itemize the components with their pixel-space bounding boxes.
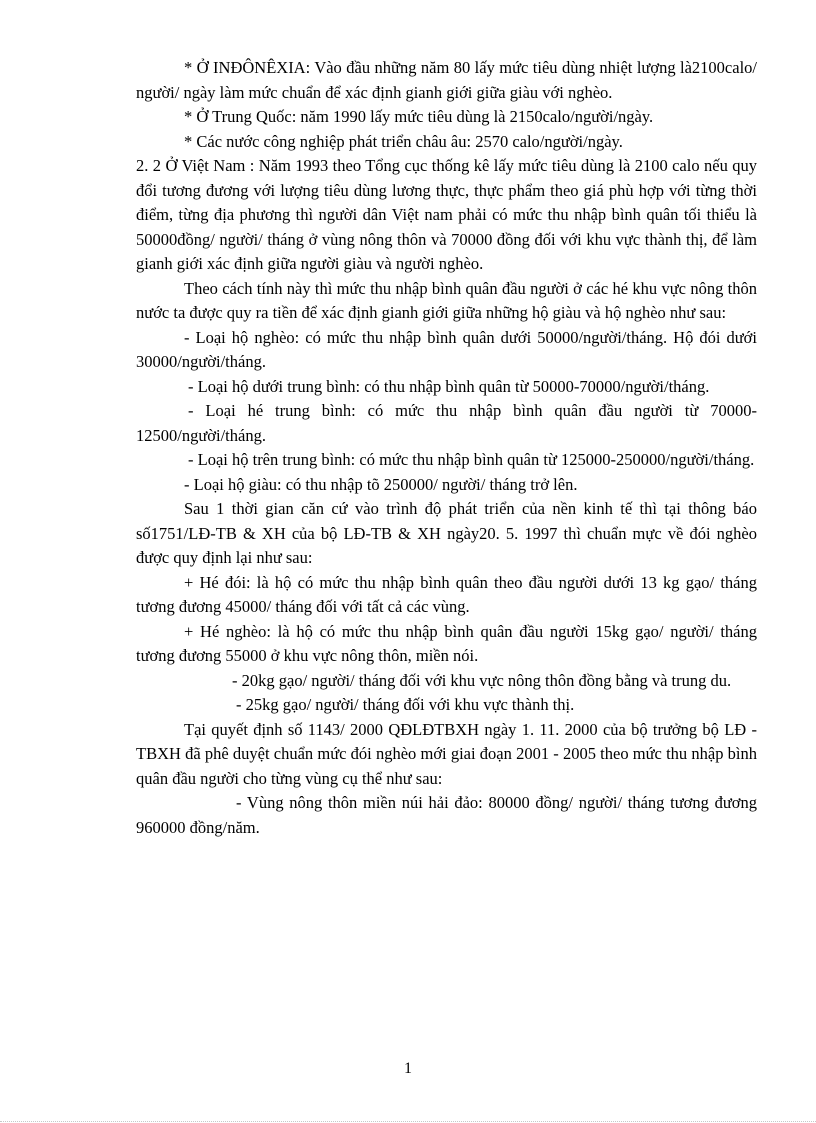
list-item-hungry: + Hé đói: là hộ có mức thu nhập bình quân theo đầu người dưới 13 kg gạo/ tháng tương đương 45000/ tháng đối với tất cả các vùng. [136, 572, 757, 616]
paragraph-notice-1751: Sau 1 thời gian căn cứ vào trình độ phát triển của nền kinh tế thì tại thông báo số1751/LĐ-TB & XH của bộ LĐ-TB & XH ngày20. 5. 1997 thì chuẩn mực về đói nghèo được quy định lại như sau: [136, 499, 757, 567]
list-item-above-average: - Loại hộ trên trung bình: có mức thu nhập bình quân từ 125000-250000/người/tháng. [188, 450, 755, 469]
paragraph-europe: * Các nước công nghiệp phát triển châu âu: 2570 calo/người/ngày. [184, 131, 623, 151]
paragraph-china: * Ở Trung Quốc: năm 1990 lấy mức tiêu dùng là 2150calo/người/ngày. [184, 107, 654, 126]
list-item-average: - Loại hé trung bình: có mức thu nhập bình quân đầu người từ 70000-12500/người/tháng. [136, 401, 757, 445]
footer-divider [0, 1121, 816, 1122]
list-item-urban: - 25kg gạo/ người/ tháng đối với khu vực thành thị. [236, 695, 575, 714]
paragraph-vietnam: 2. 2 Ở Việt Nam : Năm 1993 theo Tổng cục thống kê lấy mức tiêu dùng là 2100 calo nếu quy đổi tương đương với lượng tiêu dùng lương thực, thực phẩm theo giá phù hợp với từng thời điểm, từng địa phương thì người dân Việt nam phải có mức thu nhập bình quân tối thiểu là 50000đồng/ người/ tháng ở vùng nông thôn và 70000 đồng đối với khu vực thành thị, để làm gianh giới xác định giữa người giàu và người nghèo. [136, 156, 757, 273]
page-number: 1 [404, 1060, 412, 1077]
paragraph-calculation: Theo cách tính này thì mức thu nhập bình quân đầu người ở các hé khu vực nông thôn nước ta được quy ra tiền để xác định gianh giới giữa những hộ giàu và hộ nghèo như sau: [136, 278, 757, 322]
list-item-poor: - Loại hộ nghèo: có mức thu nhập bình quân dưới 50000/người/tháng. Hộ đói dưới 30000/người/tháng. [136, 327, 757, 371]
list-item-mountain: - Vùng nông thôn miền núi hải đảo: 80000 đồng/ người/ tháng tương đương 960000 đồng/năm. [136, 793, 757, 837]
list-item-below-average: - Loại hộ dưới trung bình: có thu nhập bình quân từ 50000-70000/người/tháng. [188, 376, 710, 396]
paragraph-indonesia: * Ở INĐÔNÊXIA: Vào đầu những năm 80 lấy mức tiêu dùng nhiệt lượng là2100calo/ người/ ngày làm mức chuẩn để xác định gianh giới giữa giàu với nghèo. [136, 58, 757, 102]
document-page [136, 56, 757, 840]
list-item-rich: - Loại hộ giàu: có thu nhập tõ 250000/ người/ tháng trở lên. [184, 474, 578, 494]
list-item-delta: - 20kg gạo/ người/ tháng đối với khu vực nông thôn đồng bằng và trung du. [232, 670, 732, 690]
list-item-poor-household: + Hé nghèo: là hộ có mức thu nhập bình quân đầu người 15kg gạo/ người/ tháng tương đương 55000 ở khu vực nông thôn, miền nói. [136, 621, 757, 665]
paragraph-decision-1143: Tại quyết định số 1143/ 2000 QĐLĐTBXH ngày 1. 11. 2000 của bộ trưởng bộ LĐ - TBXH đã phê duyệt chuẩn mức đói nghèo mới giai đoạn 2001 - 2005 theo mức thu nhập bình quân đầu người cho từng vùng cụ thể như sau: [136, 719, 757, 788]
